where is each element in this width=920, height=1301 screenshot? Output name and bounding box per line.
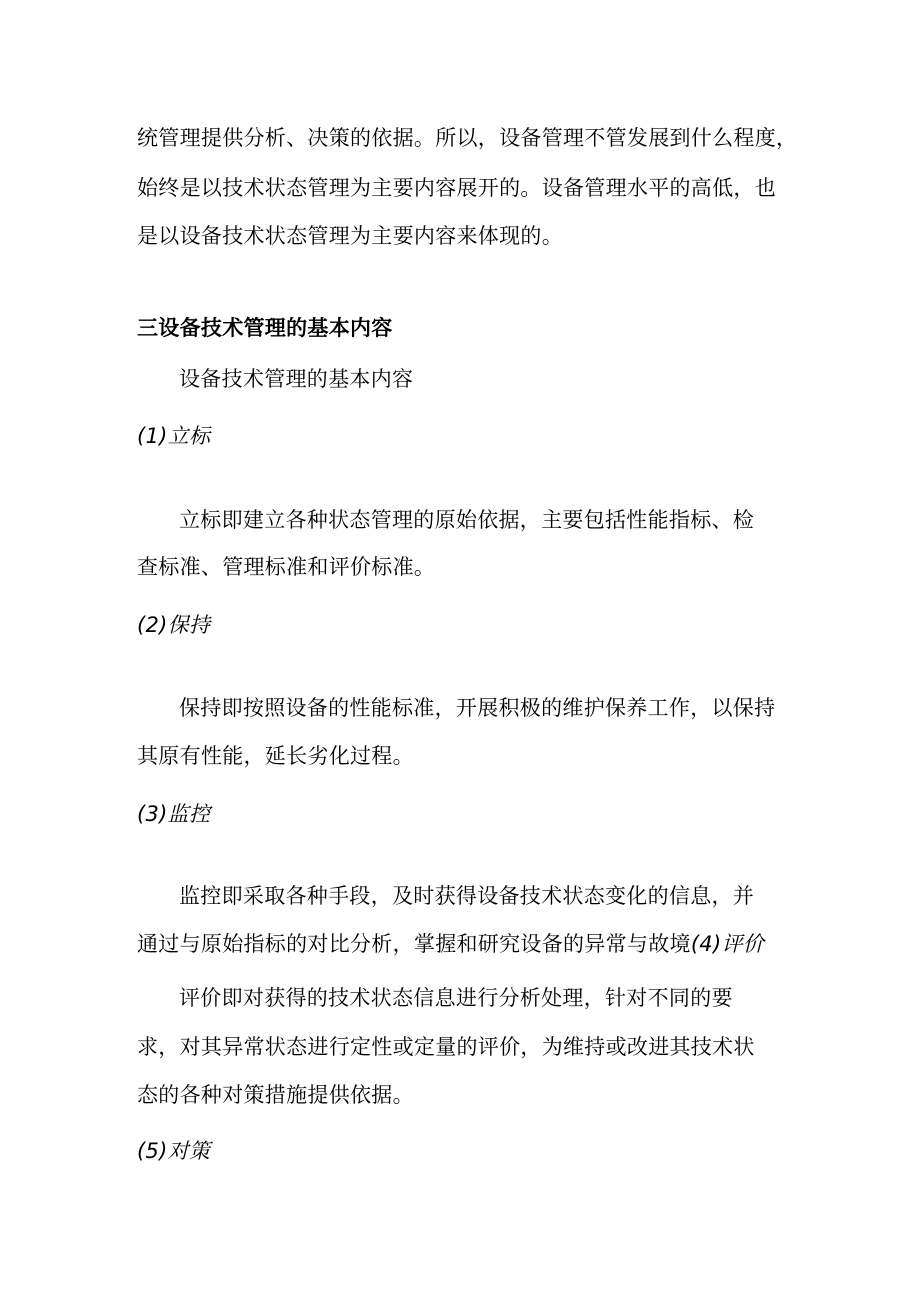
item-label: (1)立标 <box>137 424 211 448</box>
item-label: (4)评价 <box>690 932 765 956</box>
item-paragraph-line: 查标准、管理标准和评价标准。 <box>137 555 436 579</box>
section-heading: 三设备技术管理的基本内容 <box>137 316 393 340</box>
item-paragraph-line: 其原有性能，延长劣化过程。 <box>137 744 414 768</box>
item-label: (5)对策 <box>137 1139 211 1163</box>
intro-paragraph-line: 统管理提供分析、决策的依据。所以，设备管理不管发展到什么程度， <box>137 126 798 150</box>
item-label: (2)保持 <box>137 613 211 637</box>
item-paragraph-line: 立标即建立各种状态管理的原始依据，主要包括性能指标、检 <box>179 508 755 532</box>
section-subtitle: 设备技术管理的基本内容 <box>179 367 414 391</box>
intro-paragraph-line: 是以设备技术状态管理为主要内容来体现的。 <box>137 224 563 248</box>
item-paragraph-line <box>137 930 764 958</box>
item-paragraph-line: 监控即采取各种手段，及时获得设备技术状态变化的信息，并 <box>179 884 755 908</box>
item-paragraph-line: 求，对其异常状态进行定性或定量的评价，为维持或改进其技术状 <box>137 1035 755 1059</box>
item-paragraph-line: 保持即按照设备的性能标准，开展积极的维护保养工作，以保持 <box>179 696 776 720</box>
item-paragraph-line: 态的各种对策措施提供依据。 <box>137 1083 414 1107</box>
item-label: (3)监控 <box>137 802 211 826</box>
item-paragraph-line: 评价即对获得的技术状态信息进行分析处理，针对不同的要 <box>179 986 733 1010</box>
item-paragraph-text: 通过与原始指标的对比分析，掌握和研究设备的异常与故境 <box>137 932 691 956</box>
intro-paragraph-line: 始终是以技术状态管理为主要内容展开的。设备管理水平的高低，也 <box>137 176 776 200</box>
